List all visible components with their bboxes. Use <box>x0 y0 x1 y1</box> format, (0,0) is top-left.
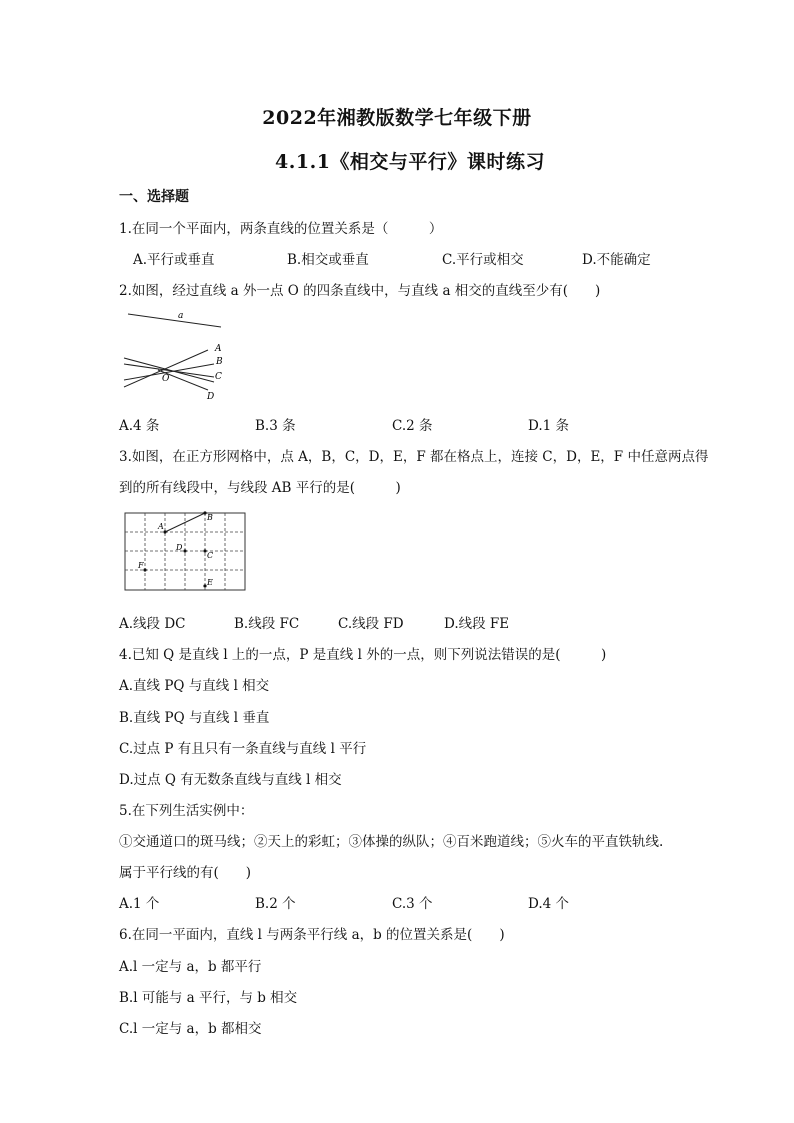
q1-option-b: B.相交或垂直 <box>287 252 369 268</box>
label-B: B <box>207 513 213 522</box>
q3-grid-figure <box>122 508 248 594</box>
label-A: A <box>215 344 222 354</box>
question-4: 4.已知 Q 是直线 l 上的一点，P 是直线 l 外的一点，则下列说法错误的是( ) <box>119 647 607 663</box>
page-subtitle: 4.1.1《相交与平行》课时练习 <box>275 151 545 173</box>
question-5: 5.在下列生活实例中： <box>119 803 254 819</box>
q4-option-d: D.过点 Q 有无数条直线与直线 l 相交 <box>119 772 342 788</box>
q2-option-a: A.4 条 <box>119 418 160 434</box>
page-title: 2022年湘教版数学七年级下册 <box>262 107 532 129</box>
label-A: A <box>158 522 164 531</box>
q2-option-b: B.3 条 <box>255 418 296 434</box>
q2-option-c: C.2 条 <box>392 418 433 434</box>
q5-option-a: A.1 个 <box>119 896 160 912</box>
question-5-items: ①交通道口的斑马线；②天上的彩虹；③体操的纵队；④百米跑道线；⑤火车的平直铁轨线. <box>119 834 664 850</box>
label-F: F <box>138 561 144 570</box>
label-a: a <box>178 311 184 321</box>
question-2: 2.如图，经过直线 a 外一点 O 的四条直线中，与直线 a 相交的直线至少有( ) <box>119 283 601 299</box>
q1-option-d: D.不能确定 <box>582 252 651 268</box>
q3-option-c: C.线段 FD <box>338 616 404 632</box>
q2-option-d: D.1 条 <box>528 418 570 434</box>
q3-option-a: A.线段 DC <box>119 616 186 632</box>
label-E: E <box>207 578 213 587</box>
label-C: C <box>215 372 222 382</box>
point-F <box>143 568 146 571</box>
q1-option-c: C.平行或相交 <box>442 252 524 268</box>
label-D: D <box>207 392 215 402</box>
question-5-prompt: 属于平行线的有( ) <box>119 865 252 881</box>
question-3-line2: 到的所有线段中，与线段 AB 平行的是( ) <box>119 480 401 496</box>
q6-option-c: C.l 一定与 a，b 都相交 <box>119 1021 262 1037</box>
q3-option-d: D.线段 FE <box>444 616 510 632</box>
q5-option-b: B.2 个 <box>255 896 296 912</box>
point-A <box>163 530 166 533</box>
q2-figure <box>118 306 228 406</box>
label-C: C <box>207 551 214 560</box>
question-3-line1: 3.如图，在正方形网格中，点 A，B，C，D，E，F 都在格点上，连接 C，D，E，F 中任意两点得 <box>119 449 709 465</box>
point-D <box>183 549 186 552</box>
label-B: B <box>216 357 223 367</box>
section-heading: 一、选择题 <box>119 189 189 205</box>
q5-option-d: D.4 个 <box>528 896 570 912</box>
q6-option-b: B.l 可能与 a 平行，与 b 相交 <box>119 990 298 1006</box>
question-1: 1.在同一个平面内，两条直线的位置关系是（ ） <box>119 221 443 237</box>
q4-option-c: C.过点 P 有且只有一条直线与直线 l 平行 <box>119 741 367 757</box>
label-D: D <box>176 543 183 552</box>
q4-option-b: B.直线 PQ 与直线 l 垂直 <box>119 710 270 726</box>
line-a <box>128 314 221 327</box>
q3-option-b: B.线段 FC <box>234 616 300 632</box>
label-O: O <box>162 374 170 384</box>
q6-option-a: A.l 一定与 a，b 都平行 <box>119 959 262 975</box>
q4-option-a: A.直线 PQ 与直线 l 相交 <box>119 678 270 694</box>
question-6: 6.在同一平面内，直线 l 与两条平行线 a，b 的位置关系是( ) <box>119 927 505 943</box>
q5-option-c: C.3 个 <box>392 896 433 912</box>
q1-option-a: A.平行或垂直 <box>133 252 215 268</box>
